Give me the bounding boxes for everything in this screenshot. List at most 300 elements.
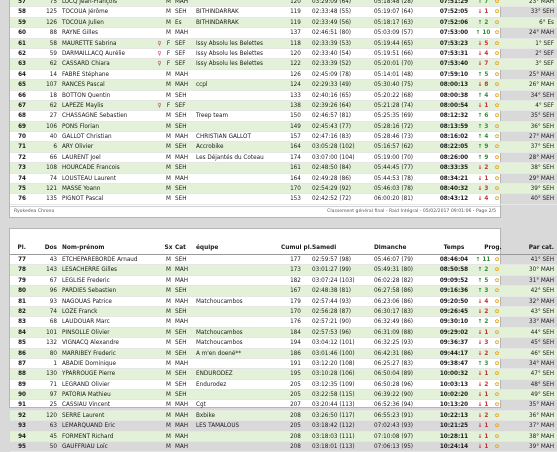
col-name: GAUFFRIAU Loïc [60, 442, 155, 452]
col-equipe [194, 390, 281, 400]
col-prog: ↓ 3 [474, 338, 492, 348]
female-icon: ♀ [155, 39, 164, 49]
col-header-dimanche: Dimanche [372, 242, 434, 255]
col-pl: 84 [10, 328, 29, 338]
col-pl: 62 [10, 49, 29, 59]
table-row [10, 18, 554, 28]
results-table-page-2 [10, 255, 554, 452]
col-cumul: 122 [281, 59, 310, 69]
col-cumul: 157 [281, 132, 310, 142]
medal-icon: ✿ [492, 18, 502, 28]
col-dimanche: 05:28:46 (73) [372, 132, 434, 142]
col-pcat: 34° SEH [512, 91, 557, 101]
medal-icon: ✿ [492, 307, 502, 317]
col-prog: ↑ 6 [474, 111, 492, 121]
col-name: RAYNE Gilles [60, 28, 155, 38]
col-pl: 66 [10, 91, 29, 101]
col-temps: 09:38:47 [434, 359, 474, 369]
col-name: LESACHERRE Gilles [60, 265, 155, 275]
col-cat: MAH [173, 297, 194, 307]
table-row [10, 132, 554, 142]
female-icon [155, 132, 164, 142]
col-sx: M [164, 132, 173, 142]
medal-icon: ✿ [492, 7, 502, 17]
col-sx: M [164, 380, 173, 390]
col-prog: ↓ 1 [474, 7, 492, 17]
col-cat: MAH [173, 400, 194, 410]
col-prog: ↑ 3 [474, 122, 492, 132]
table-row [10, 380, 554, 390]
col-cumul: 207 [281, 400, 310, 410]
col-spacer [502, 28, 512, 38]
col-samedi: 02:39:26 (64) [310, 101, 372, 111]
col-cat: MAH [173, 153, 194, 163]
col-prog: ↑ 4 [474, 91, 492, 101]
col-sx: M [164, 163, 173, 173]
col-pcat: 46° SEH [512, 349, 557, 359]
female-icon [155, 111, 164, 121]
col-dos: 59 [29, 49, 60, 59]
col-cat: SEH [173, 286, 194, 296]
results-table-page-1 [10, 0, 554, 205]
col-pl: 68 [10, 111, 29, 121]
col-prog: ↓ 4 [474, 49, 492, 59]
medal-icon: ✿ [492, 265, 502, 275]
col-equipe [194, 255, 281, 265]
col-sx: M [164, 307, 173, 317]
col-prog: ↓ 1 [474, 101, 492, 111]
col-samedi: 03:20:44 (113) [310, 400, 372, 410]
col-dos: 108 [29, 163, 60, 173]
col-cumul: 138 [281, 101, 310, 111]
medal-icon: ✿ [492, 59, 502, 69]
col-pcat: 35° SEH [512, 111, 557, 121]
table-row [10, 59, 554, 69]
col-header-temps: Temps [434, 242, 474, 255]
col-header-name: Nom-prénom [60, 242, 155, 255]
col-samedi: 02:57:53 (96) [310, 328, 372, 338]
col-spacer [502, 142, 512, 152]
female-icon [155, 338, 164, 348]
col-pl: 69 [10, 122, 29, 132]
col-pl: 73 [10, 163, 29, 173]
col-cumul: 150 [281, 111, 310, 121]
col-dimanche: 05:46:07 (79) [372, 255, 434, 265]
col-equipe: Endurodez [194, 380, 281, 390]
col-cat: SEH [173, 380, 194, 390]
medal-icon: ✿ [492, 369, 502, 379]
col-pcat: 32° MAH [512, 297, 557, 307]
col-sx: M [164, 18, 173, 28]
medal-icon: ✿ [492, 194, 502, 204]
col-pcat: 37° SEH [512, 142, 557, 152]
col-pl: 60 [10, 28, 29, 38]
col-prog: ↓ 1 [474, 421, 492, 431]
col-spacer [502, 122, 512, 132]
col-cat: SEH [173, 328, 194, 338]
col-prog: ↓ 4 [474, 297, 492, 307]
col-name: LEMARQUAND Eric [60, 421, 155, 431]
col-cumul: 124 [281, 80, 310, 90]
table-row [10, 369, 554, 379]
col-name: CASSIAU Vincent [60, 400, 155, 410]
col-temps: 08:40:32 [434, 184, 474, 194]
col-samedi: 02:56:28 (87) [310, 307, 372, 317]
col-spacer [502, 80, 512, 90]
col-pl: 59 [10, 18, 29, 28]
medal-icon: ✿ [492, 132, 502, 142]
col-equipe: Issy Absolu les Belettes [194, 49, 281, 59]
col-cat: SEH [173, 194, 194, 204]
col-cat: SEH [173, 91, 194, 101]
col-dimanche: 05:44:53 (78) [372, 174, 434, 184]
col-cat: SEH [173, 338, 194, 348]
col-dimanche: 06:00:20 (81) [372, 194, 434, 204]
col-pcat: 35° MAH [512, 400, 557, 410]
col-equipe: Issy Absolu les Belettes [194, 39, 281, 49]
col-dimanche: 05:20:01 (70) [372, 59, 434, 69]
col-samedi: 02:33:39 (53) [310, 39, 372, 49]
col-pcat: 1° SEF [512, 39, 557, 49]
col-cumul: 120 [281, 0, 310, 7]
female-icon [155, 255, 164, 265]
col-dimanche: 05:18:17 (63) [372, 18, 434, 28]
medal-icon: ✿ [492, 39, 502, 49]
col-spacer [502, 411, 512, 421]
col-pl: 61 [10, 39, 29, 49]
medal-icon: ✿ [492, 380, 502, 390]
col-cumul: 161 [281, 163, 310, 173]
col-pcat: 38° SEH [512, 163, 557, 173]
col-dimanche: 05:28:16 (72) [372, 122, 434, 132]
col-samedi: 02:40:16 (65) [310, 91, 372, 101]
col-dimanche: 06:23:06 (86) [372, 297, 434, 307]
col-pcat: 6° Es [512, 18, 557, 28]
medal-icon: ✿ [492, 359, 502, 369]
col-pl: 86 [10, 349, 29, 359]
col-prog: ↓ 1 [474, 328, 492, 338]
col-name: LEGLISE Frederic [60, 276, 155, 286]
col-temps: 08:22:05 [434, 142, 474, 152]
col-sx: M [164, 400, 173, 410]
female-icon [155, 70, 164, 80]
col-cat: SEH [173, 142, 194, 152]
col-name: PONS Florian [60, 122, 155, 132]
col-spacer [502, 59, 512, 69]
col-prog: ↑ 9 [474, 153, 492, 163]
col-cumul: 186 [281, 349, 310, 359]
col-spacer [502, 317, 512, 327]
table-row [10, 91, 554, 101]
col-equipe [194, 432, 281, 442]
female-icon [155, 163, 164, 173]
col-spacer [502, 184, 512, 194]
col-dos: 43 [29, 255, 60, 265]
col-dimanche: 05:20:22 (68) [372, 91, 434, 101]
col-prog: ↑ 2 [474, 317, 492, 327]
medal-icon: ✿ [492, 49, 502, 59]
col-name: MAURETTE Sabrina [60, 39, 155, 49]
female-icon [155, 194, 164, 204]
col-prog: ↑ 3 [474, 286, 492, 296]
col-equipe [194, 101, 281, 111]
col-spacer [502, 400, 512, 410]
col-name: LAPEZE Maylis [60, 101, 155, 111]
col-cat: MAH [173, 265, 194, 275]
col-cat: SEH [173, 122, 194, 132]
col-equipe: A m'en doené** [194, 349, 281, 359]
col-pl: 93 [10, 421, 29, 431]
col-pl: 71 [10, 142, 29, 152]
col-pl: 76 [10, 194, 29, 204]
col-pcat: 28° MAH [512, 153, 557, 163]
col-samedi: 02:33:40 (54) [310, 49, 372, 59]
medal-icon: ✿ [492, 442, 502, 452]
col-header-equipe: équipe [194, 242, 281, 255]
table-row [10, 49, 554, 59]
table-row [10, 194, 554, 204]
table-row [10, 390, 554, 400]
medal-icon: ✿ [492, 297, 502, 307]
col-dimanche: 05:19:44 (65) [372, 39, 434, 49]
col-dos: 96 [29, 286, 60, 296]
col-dos: 6 [29, 142, 60, 152]
medal-icon: ✿ [492, 421, 502, 431]
col-cumul: 174 [281, 153, 310, 163]
col-name: GALLOT Christian [60, 132, 155, 142]
col-cat: MAH [173, 359, 194, 369]
col-cat: SEH [173, 349, 194, 359]
col-sx: M [164, 91, 173, 101]
col-cat: MAH [173, 132, 194, 142]
female-icon [155, 432, 164, 442]
col-pl: 65 [10, 80, 29, 90]
col-pcat: 42° SEH [512, 286, 557, 296]
col-temps: 09:29:02 [434, 328, 474, 338]
col-name: DARMAILLACQ Aurélie [60, 49, 155, 59]
col-spacer [502, 349, 512, 359]
col-pcat: 2° SEF [512, 49, 557, 59]
col-equipe [194, 28, 281, 38]
col-dos: 58 [29, 39, 60, 49]
col-temps: 07:52:06 [434, 18, 474, 28]
col-sx: M [164, 442, 173, 452]
table-row [10, 101, 554, 111]
col-temps: 08:00:38 [434, 91, 474, 101]
col-pcat: 24° MAH [512, 28, 557, 38]
col-dos: 68 [29, 317, 60, 327]
col-equipe [194, 265, 281, 275]
col-cat: MAH [173, 80, 194, 90]
col-pcat: 43° SEH [512, 307, 557, 317]
col-cumul: 120 [281, 49, 310, 59]
page-footer [10, 206, 500, 217]
table-row [10, 80, 554, 90]
col-dimanche: 06:32:49 (86) [372, 317, 434, 327]
col-samedi: 03:05:28 (102) [310, 142, 372, 152]
col-pl: 89 [10, 380, 29, 390]
col-equipe [194, 442, 281, 452]
col-pl: 81 [10, 297, 29, 307]
table-row [10, 286, 554, 296]
col-pl: 75 [10, 184, 29, 194]
col-equipe: Cgt [194, 400, 281, 410]
medal-icon: ✿ [492, 184, 502, 194]
col-samedi: 02:48:38 (81) [310, 286, 372, 296]
col-temps: 08:00:54 [434, 101, 474, 111]
col-samedi: 02:33:39 (52) [310, 59, 372, 69]
col-prog: ↓ 5 [474, 39, 492, 49]
col-samedi: 03:01:46 (100) [310, 349, 372, 359]
female-icon [155, 307, 164, 317]
col-sx: M [164, 111, 173, 121]
col-equipe [194, 317, 281, 327]
col-prog: ↓ 1 [474, 369, 492, 379]
medal-icon: ✿ [492, 111, 502, 121]
col-samedi: 03:04:12 (101) [310, 338, 372, 348]
col-sx: M [164, 7, 173, 17]
col-spacer [502, 101, 512, 111]
col-cumul: 164 [281, 174, 310, 184]
female-icon: ♀ [155, 59, 164, 69]
col-pl: 87 [10, 359, 29, 369]
female-icon [155, 265, 164, 275]
col-pl: 92 [10, 411, 29, 421]
col-temps: 08:34:21 [434, 174, 474, 184]
col-pl: 88 [10, 369, 29, 379]
col-cumul: 126 [281, 70, 310, 80]
col-cumul: 167 [281, 286, 310, 296]
female-icon [155, 122, 164, 132]
col-temps: 07:59:10 [434, 70, 474, 80]
col-spacer [502, 153, 512, 163]
table-row [10, 442, 554, 452]
female-icon [155, 421, 164, 431]
medal-icon: ✿ [492, 101, 502, 111]
col-pl: 64 [10, 70, 29, 80]
col-pcat: 3° SEF [512, 59, 557, 69]
col-dimanche: 05:18:48 (28) [372, 0, 434, 7]
col-dimanche: 05:30:40 (75) [372, 80, 434, 90]
col-spacer [502, 39, 512, 49]
col-spacer [502, 91, 512, 101]
col-name: CHASSAGNE Sebastien [60, 111, 155, 121]
table-row [10, 122, 554, 132]
col-samedi: 02:47:16 (83) [310, 132, 372, 142]
medal-icon: ✿ [492, 390, 502, 400]
col-pl: 80 [10, 286, 29, 296]
col-equipe: Issy Absolu les Belettes [194, 59, 281, 69]
col-sx: M [164, 359, 173, 369]
medal-icon: ✿ [492, 400, 502, 410]
col-equipe [194, 194, 281, 204]
female-icon [155, 317, 164, 327]
col-dimanche: 07:06:13 (95) [372, 442, 434, 452]
col-dos: 62 [29, 59, 60, 69]
results-page-2 [9, 228, 554, 451]
col-dimanche: 05:19:00 (70) [372, 153, 434, 163]
col-spacer [502, 276, 512, 286]
col-dos: 66 [29, 153, 60, 163]
medal-icon: ✿ [492, 153, 502, 163]
col-pcat: 34° MAH [512, 359, 557, 369]
col-temps: 08:43:12 [434, 194, 474, 204]
col-pl: 90 [10, 390, 29, 400]
col-dos: 132 [29, 338, 60, 348]
table-row [10, 142, 554, 152]
col-cat: SEH [173, 255, 194, 265]
female-icon: ♀ [155, 49, 164, 59]
col-cumul: 205 [281, 380, 310, 390]
col-cat: MAH [173, 442, 194, 452]
col-dimanche: 05:44:45 (77) [372, 163, 434, 173]
col-name: SERRE Laurent [60, 411, 155, 421]
table-header [10, 242, 554, 255]
col-dos: 93 [29, 297, 60, 307]
table-row [10, 184, 554, 194]
col-equipe [194, 70, 281, 80]
col-dos: 63 [29, 421, 60, 431]
col-temps: 08:50:58 [434, 265, 474, 275]
col-header-sx: Sx [164, 242, 173, 255]
col-temps: 09:09:52 [434, 276, 474, 286]
col-dimanche: 06:52:36 (94) [372, 400, 434, 410]
female-icon [155, 390, 164, 400]
col-dimanche: 06:30:17 (83) [372, 307, 434, 317]
col-dimanche: 06:31:09 (88) [372, 328, 434, 338]
col-cat: MAH [173, 174, 194, 184]
col-equipe: Bxbike [194, 411, 281, 421]
col-name: CASSARD Chiara [60, 59, 155, 69]
col-temps: 07:53:40 [434, 59, 474, 69]
female-icon [155, 80, 164, 90]
medal-icon: ✿ [492, 317, 502, 327]
col-cat: SEH [173, 369, 194, 379]
female-icon [155, 349, 164, 359]
col-dimanche: 06:32:25 (93) [372, 338, 434, 348]
col-samedi: 02:54:29 (92) [310, 184, 372, 194]
col-cat: SEH [173, 184, 194, 194]
col-dos: 50 [29, 442, 60, 452]
female-icon [155, 174, 164, 184]
col-spacer [502, 255, 512, 265]
col-equipe: Accrobike [194, 142, 281, 152]
table-row [10, 28, 554, 38]
col-spacer [502, 49, 512, 59]
col-prog: ↓ 4 [474, 194, 492, 204]
col-pcat: 40° SEH [512, 194, 557, 204]
col-sx: M [164, 194, 173, 204]
col-sx: M [164, 432, 173, 442]
col-dos: 120 [29, 411, 60, 421]
col-prog: ↓ 1 [474, 390, 492, 400]
col-sx: F [164, 101, 173, 111]
table-row [10, 349, 554, 359]
female-icon [155, 153, 164, 163]
col-sx: M [164, 317, 173, 327]
col-spacer [502, 369, 512, 379]
col-pcat: 33° MAH [512, 317, 557, 327]
col-temps: 08:16:02 [434, 132, 474, 142]
col-pcat: 49° SEH [512, 390, 557, 400]
col-cumul: 173 [281, 265, 310, 275]
col-header-cat: Cat [173, 242, 194, 255]
col-pcat: 36° SEH [512, 122, 557, 132]
col-prog: ↑ 7 [474, 0, 492, 7]
col-equipe [194, 276, 281, 286]
col-dimanche: 05:46:03 (78) [372, 184, 434, 194]
col-prog: ↓ 2 [474, 349, 492, 359]
